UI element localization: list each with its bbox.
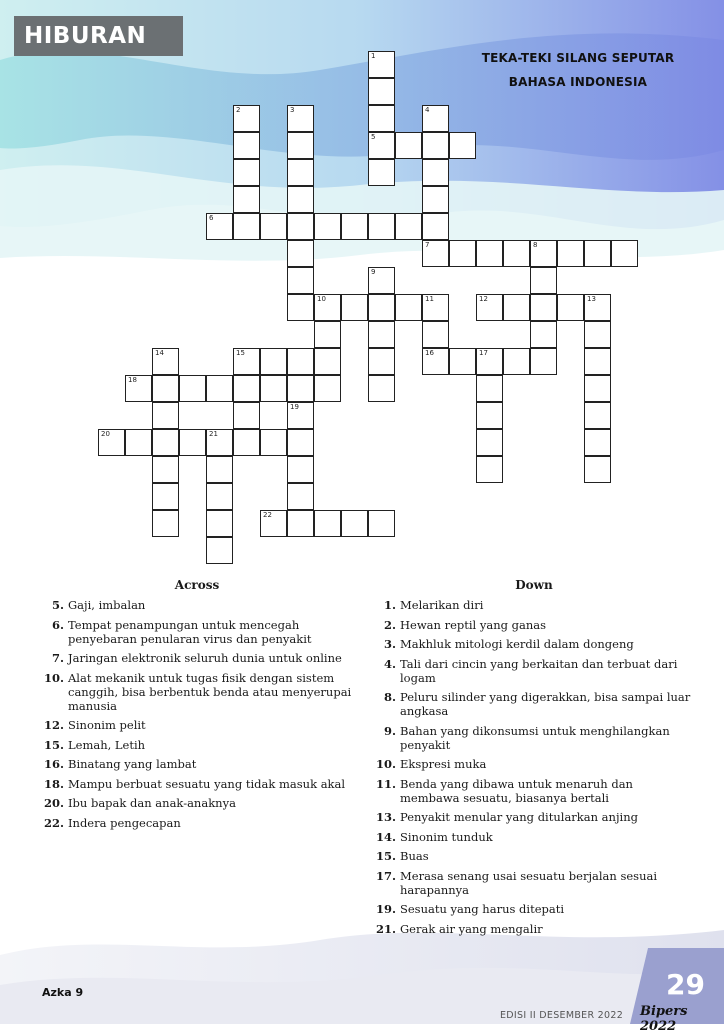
clue-text: Makhluk mitologi kerdil dalam dongeng <box>400 637 634 651</box>
down-clue <box>374 777 694 805</box>
crossword-cell[interactable] <box>422 105 449 132</box>
crossword-cell[interactable] <box>503 348 530 375</box>
down-clue <box>374 830 694 844</box>
clue-text: Buas <box>400 849 429 863</box>
crossword-cell[interactable] <box>368 213 395 240</box>
crossword-cell[interactable] <box>287 402 314 429</box>
clue-number: 7. <box>51 651 64 665</box>
clue-number: 14. <box>375 829 396 844</box>
crossword-cell[interactable] <box>260 375 287 402</box>
clue-number: 21. <box>375 921 396 936</box>
down-clue <box>374 657 694 685</box>
crossword-cell[interactable] <box>368 51 395 78</box>
clue-text: Sesuatu yang harus ditepati <box>400 902 565 916</box>
crossword-cell[interactable] <box>368 78 395 105</box>
across-clue <box>42 777 352 791</box>
cell-number: 8 <box>533 241 538 249</box>
crossword-cell[interactable] <box>368 375 395 402</box>
clue-text: Merasa senang usai sesuatu berjalan sesuai harapannya <box>400 868 658 897</box>
down-heading: Down <box>515 578 553 592</box>
crossword-cell[interactable] <box>233 186 260 213</box>
crossword-cell[interactable] <box>584 456 611 483</box>
crossword-cell[interactable] <box>584 375 611 402</box>
crossword-cell[interactable] <box>503 240 530 267</box>
crossword-cell[interactable] <box>395 213 422 240</box>
cell-number: 13 <box>587 295 596 303</box>
crossword-cell[interactable] <box>395 132 422 159</box>
crossword-cell[interactable] <box>287 483 314 510</box>
brand-label: Bipers 2022 <box>640 1004 688 1034</box>
cell-number: 4 <box>425 106 430 114</box>
crossword-cell[interactable] <box>368 510 395 537</box>
crossword-cell[interactable] <box>476 294 503 321</box>
crossword-cell[interactable] <box>179 429 206 456</box>
cell-number: 21 <box>209 430 218 438</box>
crossword-cell[interactable] <box>152 456 179 483</box>
crossword-cell[interactable] <box>584 348 611 375</box>
clue-number: 10. <box>375 757 396 771</box>
edition-label: EDISI II DESEMBER 2022 <box>500 1010 624 1021</box>
crossword-cell[interactable] <box>287 267 314 294</box>
crossword-cell[interactable] <box>287 294 314 321</box>
down-clue <box>374 724 694 752</box>
cell-number: 6 <box>209 214 214 222</box>
crossword-cell[interactable] <box>422 132 449 159</box>
across-clue <box>42 598 352 612</box>
across-clue <box>42 718 352 732</box>
crossword-cell[interactable] <box>287 429 314 456</box>
clue-number: 16. <box>43 757 64 771</box>
clue-text: Binatang yang lambat <box>68 757 197 771</box>
clue-text: Benda yang dibawa untuk menaruh dan membawa sesuatu, biasanya bertali <box>400 776 633 805</box>
cell-number: 2 <box>236 106 241 114</box>
crossword-cell[interactable] <box>287 348 314 375</box>
crossword-cell[interactable] <box>260 510 287 537</box>
crossword-cell[interactable] <box>98 429 125 456</box>
clue-number: 22. <box>43 815 64 830</box>
clue-text: Mampu berbuat sesuatu yang tidak masuk akal <box>68 776 346 791</box>
cell-number: 18 <box>128 376 137 384</box>
crossword-cell[interactable] <box>206 375 233 402</box>
cell-number: 11 <box>425 295 434 303</box>
crossword-cell[interactable] <box>422 321 449 348</box>
crossword-cell[interactable] <box>152 375 179 402</box>
clue-text: Tempat penampungan untuk mencegah penyebaran penularan virus dan penyakit <box>68 617 312 646</box>
clue-number: 11. <box>375 776 396 791</box>
crossword-cell[interactable] <box>584 429 611 456</box>
cell-number: 5 <box>371 133 376 141</box>
across-heading: Across <box>174 578 220 592</box>
crossword-cell[interactable] <box>152 429 179 456</box>
clue-text: Peluru silinder yang digerakkan, bisa sampai luar angkasa <box>400 690 691 718</box>
puzzle-title-line-2: BAHASA INDONESIA <box>508 75 648 89</box>
clue-number: 9. <box>383 723 396 738</box>
cell-number: 1 <box>371 52 376 60</box>
crossword-cell[interactable] <box>422 159 449 186</box>
crossword-cell[interactable] <box>206 456 233 483</box>
crossword-cell[interactable] <box>422 186 449 213</box>
crossword-cell[interactable] <box>260 348 287 375</box>
clue-number: 2. <box>383 617 396 632</box>
across-clue-list <box>42 598 352 830</box>
clue-text: Penyakit menular yang ditularkan anjing <box>400 810 638 824</box>
crossword-cell[interactable] <box>368 267 395 294</box>
crossword-cell[interactable] <box>233 132 260 159</box>
crossword-cell[interactable] <box>287 105 314 132</box>
crossword-cell[interactable] <box>260 429 287 456</box>
puzzle-title-line-1: TEKA-TEKI SILANG SEPUTAR <box>481 51 675 65</box>
crossword-cell[interactable] <box>233 429 260 456</box>
clue-number: 3. <box>383 637 396 651</box>
crossword-cell[interactable] <box>206 483 233 510</box>
crossword-cell[interactable] <box>287 186 314 213</box>
crossword-cell[interactable] <box>530 348 557 375</box>
clue-number: 8. <box>383 690 396 704</box>
clue-text: Indera pengecapan <box>68 815 181 830</box>
clue-number: 15. <box>43 737 64 752</box>
across-clue <box>42 757 352 771</box>
crossword-cell[interactable] <box>422 348 449 375</box>
across-clues <box>42 578 352 835</box>
clue-number: 1. <box>383 598 396 612</box>
clue-text: Ekspresi muka <box>400 757 487 771</box>
crossword-cell[interactable] <box>314 348 341 375</box>
crossword-cell[interactable] <box>584 402 611 429</box>
cell-number: 19 <box>290 403 299 411</box>
down-clue <box>374 757 694 771</box>
crossword-cell[interactable] <box>233 402 260 429</box>
crossword-cell[interactable] <box>287 240 314 267</box>
down-clue <box>374 849 694 863</box>
clue-text: Hewan reptil yang ganas <box>400 617 547 632</box>
crossword-cell[interactable] <box>530 294 557 321</box>
crossword-cell[interactable] <box>584 294 611 321</box>
crossword-cell[interactable] <box>125 429 152 456</box>
clue-text: Lemah, Letih <box>68 737 146 752</box>
crossword-cell[interactable] <box>287 510 314 537</box>
crossword-cell[interactable] <box>449 132 476 159</box>
clue-number: 15. <box>375 849 396 863</box>
across-clue <box>42 816 352 830</box>
cell-number: 15 <box>236 349 245 357</box>
puzzle-title <box>470 46 686 94</box>
down-clue <box>374 598 694 612</box>
crossword-cell[interactable] <box>611 240 638 267</box>
crossword-cell[interactable] <box>287 132 314 159</box>
crossword-cell[interactable] <box>395 294 422 321</box>
clue-text: Ibu bapak dan anak-anaknya <box>68 796 236 810</box>
cell-number: 16 <box>425 349 434 357</box>
clue-text: Alat mekanik untuk tugas fisik dengan sistem canggih, bisa berbentuk benda atau menyerupai manusia <box>68 670 352 713</box>
crossword-cell[interactable] <box>422 294 449 321</box>
crossword-cell[interactable] <box>341 510 368 537</box>
across-clue <box>42 796 352 810</box>
crossword-cell[interactable] <box>557 240 584 267</box>
crossword-cell[interactable] <box>341 294 368 321</box>
crossword-cell[interactable] <box>314 294 341 321</box>
clue-number: 4. <box>383 656 396 671</box>
crossword-cell[interactable] <box>125 375 152 402</box>
clue-number: 13. <box>375 810 396 824</box>
clue-text: Jaringan elektronik seluruh dunia untuk online <box>68 651 342 665</box>
author-credit: Azka 9 <box>42 986 84 999</box>
clue-text: Tali dari cincin yang berkaitan dan terbuat dari logam <box>400 656 678 685</box>
crossword-cell[interactable] <box>287 375 314 402</box>
down-clue <box>374 690 694 718</box>
down-clues <box>374 578 694 941</box>
crossword-cell[interactable] <box>206 429 233 456</box>
clue-text: Bahan yang dikonsumsi untuk menghilangkan penyakit <box>400 723 670 752</box>
across-clue <box>42 651 352 665</box>
crossword-cell[interactable] <box>287 456 314 483</box>
crossword-cell[interactable] <box>341 213 368 240</box>
crossword-cell[interactable] <box>233 375 260 402</box>
clue-text: Sinonim tunduk <box>400 829 493 844</box>
crossword-cell[interactable] <box>530 240 557 267</box>
cell-number: 20 <box>101 430 110 438</box>
clue-text: Melarikan diri <box>400 598 484 612</box>
crossword-cell[interactable] <box>152 483 179 510</box>
down-clue <box>374 902 694 916</box>
crossword-cell[interactable] <box>503 294 530 321</box>
clue-number: 6. <box>51 617 64 632</box>
across-clue <box>42 738 352 752</box>
crossword-cell[interactable] <box>233 348 260 375</box>
clue-number: 5. <box>51 598 64 612</box>
crossword-cell[interactable] <box>206 213 233 240</box>
clue-number: 12. <box>43 718 64 732</box>
crossword-cell[interactable] <box>530 321 557 348</box>
down-clue <box>374 922 694 936</box>
crossword-cell[interactable] <box>206 537 233 564</box>
clue-text: Gerak air yang mengalir <box>400 921 543 936</box>
cell-number: 14 <box>155 349 164 357</box>
crossword-cell[interactable] <box>233 159 260 186</box>
crossword-cell[interactable] <box>422 240 449 267</box>
cell-number: 10 <box>317 295 326 303</box>
crossword-cell[interactable] <box>260 213 287 240</box>
crossword-cell[interactable] <box>179 375 206 402</box>
crossword-cell[interactable] <box>476 402 503 429</box>
crossword-cell[interactable] <box>314 375 341 402</box>
crossword-cell[interactable] <box>152 402 179 429</box>
crossword-cell[interactable] <box>152 348 179 375</box>
clue-number: 19. <box>375 902 396 916</box>
down-clue <box>374 637 694 651</box>
crossword-cell[interactable] <box>449 348 476 375</box>
crossword-cell[interactable] <box>368 132 395 159</box>
crossword-cell[interactable] <box>584 240 611 267</box>
crossword-cell[interactable] <box>287 159 314 186</box>
crossword-cell[interactable] <box>152 510 179 537</box>
crossword-cell[interactable] <box>476 348 503 375</box>
down-clue <box>374 810 694 824</box>
crossword-cell[interactable] <box>584 321 611 348</box>
cell-number: 9 <box>371 268 376 276</box>
crossword-cell[interactable] <box>476 240 503 267</box>
cell-number: 17 <box>479 349 488 357</box>
crossword-cell[interactable] <box>368 105 395 132</box>
crossword-cell[interactable] <box>368 321 395 348</box>
crossword-cell[interactable] <box>449 240 476 267</box>
crossword-cell[interactable] <box>422 213 449 240</box>
cell-number: 22 <box>263 511 272 519</box>
across-clue <box>42 618 352 646</box>
crossword-cell[interactable] <box>314 510 341 537</box>
clue-text: Gaji, imbalan <box>68 598 146 612</box>
crossword-cell[interactable] <box>530 267 557 294</box>
crossword-cell[interactable] <box>233 105 260 132</box>
clue-number: 20. <box>43 796 64 810</box>
crossword-cell[interactable] <box>557 294 584 321</box>
cell-number: 7 <box>425 241 430 249</box>
crossword-cell[interactable] <box>476 429 503 456</box>
clue-number: 17. <box>375 868 396 883</box>
clue-text: Sinonim pelit <box>68 718 146 732</box>
clue-number: 18. <box>43 776 64 791</box>
down-clue-list <box>374 598 694 936</box>
cell-number: 3 <box>290 106 295 114</box>
crossword-cell[interactable] <box>368 348 395 375</box>
across-clue <box>42 671 352 713</box>
crossword-cell[interactable] <box>314 213 341 240</box>
crossword-cell[interactable] <box>368 159 395 186</box>
crossword-cell[interactable] <box>476 456 503 483</box>
section-tag: HIBURAN <box>14 16 183 56</box>
down-clue <box>374 618 694 632</box>
crossword-cell[interactable] <box>314 321 341 348</box>
cell-number: 12 <box>479 295 488 303</box>
crossword-cell[interactable] <box>287 213 314 240</box>
down-clue <box>374 869 694 897</box>
crossword-cell[interactable] <box>476 375 503 402</box>
crossword-cell[interactable] <box>206 510 233 537</box>
clue-number: 10. <box>43 670 64 685</box>
crossword-cell[interactable] <box>368 294 395 321</box>
crossword-cell[interactable] <box>233 213 260 240</box>
page-number: 29 <box>666 968 705 1001</box>
